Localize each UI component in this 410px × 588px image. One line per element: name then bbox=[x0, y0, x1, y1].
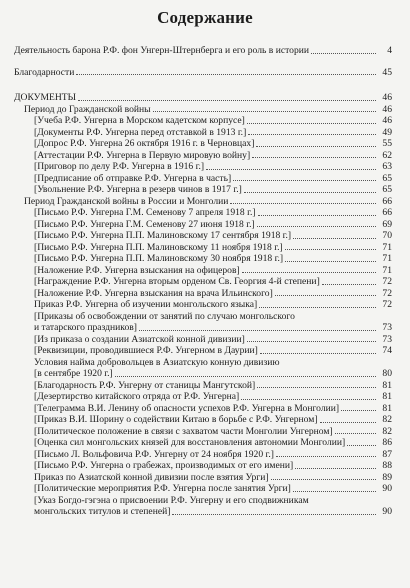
dot-leader bbox=[276, 456, 376, 457]
toc-entry-page: 88 bbox=[382, 460, 392, 471]
toc-entry-page: 73 bbox=[382, 333, 392, 345]
dot-leader bbox=[115, 376, 376, 377]
dot-leader bbox=[241, 399, 376, 400]
toc-entry-label: [Политическое положение в связи с захватом части Монголии Унгерном] bbox=[34, 425, 333, 437]
toc-entry-label: [Политические мероприятия Р.Ф. Унгерна после занятия Урги] bbox=[34, 483, 291, 494]
toc-entry-label: [Документы Р.Ф. Унгерна перед отставкой в 1913 г.] bbox=[34, 126, 247, 138]
toc-entry bbox=[14, 334, 392, 346]
toc-entry-label: Приказ по Азиатской конной дивизии после взятия Урги] bbox=[34, 471, 269, 483]
toc-entry bbox=[14, 437, 392, 449]
toc-entry-page: 63 bbox=[382, 161, 392, 172]
dot-leader bbox=[233, 180, 376, 181]
dot-leader bbox=[347, 445, 376, 446]
table-of-contents bbox=[14, 45, 392, 518]
toc-entry-page: 70 bbox=[382, 230, 392, 241]
toc-entry-label: [Учеба Р.Ф. Унгерна в Морском кадетском корпусе] bbox=[34, 115, 245, 126]
toc-entry-label: [Приказ В.И. Шорину о содействии Китаю в борьбе с Р.Ф. Унгерном] bbox=[34, 414, 318, 425]
toc-entry-page: 62 bbox=[382, 149, 392, 161]
toc-entry-page: 46 bbox=[382, 103, 392, 115]
toc-entry bbox=[14, 403, 392, 415]
toc-entry-label-continued: и татарского праздников] bbox=[34, 322, 137, 333]
dot-leader bbox=[259, 307, 376, 308]
dot-leader bbox=[320, 422, 376, 423]
toc-entry bbox=[14, 311, 392, 334]
toc-entry-page: 82 bbox=[382, 414, 392, 425]
toc-entry-page: 71 bbox=[382, 241, 392, 253]
toc-entry-page: 72 bbox=[382, 299, 392, 310]
toc-entry-label: [Допрос Р.Ф. Унгерна 26 октября 1916 г. в Черновцах] bbox=[34, 138, 255, 149]
toc-entry-label: [Приказы об освобождении от занятий по случаю монгольского bbox=[34, 310, 295, 322]
dot-leader bbox=[247, 341, 376, 342]
dot-leader bbox=[257, 387, 376, 388]
toc-entry bbox=[14, 67, 392, 79]
dot-leader bbox=[206, 169, 376, 170]
toc-entry bbox=[14, 495, 392, 518]
toc-entry-label: [Приговор по делу Р.Ф. Унгерна в 1916 г.] bbox=[34, 161, 205, 172]
toc-entry bbox=[14, 230, 392, 242]
toc-entry-label: Приказ Р.Ф. Унгерна об изучении монгольского языка] bbox=[34, 299, 258, 310]
toc-entry-label: [Аттестации Р.Ф. Унгерна в Первую мировую войну] bbox=[34, 149, 251, 161]
dot-leader bbox=[172, 514, 376, 515]
dot-leader bbox=[256, 146, 376, 147]
toc-entry bbox=[14, 357, 392, 380]
toc-entry-page: 90 bbox=[382, 483, 392, 494]
toc-entry bbox=[14, 161, 392, 173]
toc-entry-page: 46 bbox=[382, 92, 392, 103]
dot-leader bbox=[252, 157, 376, 158]
toc-entry-label: Период Гражданской войны в России и Монголии bbox=[24, 195, 229, 207]
toc-entry bbox=[14, 426, 392, 438]
toc-entry-label: [Письмо Р.Ф. Унгерна П.П. Малиновскому 11 ноября 1918 г.] bbox=[34, 241, 283, 253]
toc-entry-page: 89 bbox=[382, 471, 392, 483]
toc-entry-label: [Письмо Р.Ф. Унгерна П.П. Малиновскому 30 ноября 1918 г.] bbox=[34, 253, 284, 264]
dot-leader bbox=[78, 100, 376, 101]
toc-entry-page: 86 bbox=[382, 437, 392, 448]
toc-entry-label: [Предписание об отправке Р.Ф. Унгерна в часть] bbox=[34, 172, 232, 184]
toc-entry bbox=[14, 449, 392, 461]
dot-leader bbox=[285, 261, 376, 262]
toc-entry bbox=[14, 391, 392, 403]
toc-entry bbox=[14, 184, 392, 196]
dot-leader bbox=[230, 203, 376, 204]
dot-leader bbox=[335, 433, 376, 434]
toc-entry bbox=[14, 276, 392, 288]
toc-entry-label: [Наложение Р.Ф. Унгерна взыскания на офицеров] bbox=[34, 264, 240, 276]
toc-entry-label: Деятельность барона Р.Ф. фон Унгерн-Штернберга и его роль в истории bbox=[14, 45, 310, 56]
toc-entry-label: [Письмо Р.Ф. Унгерна Г.М. Семенову 27 июня 1918 г.] bbox=[34, 218, 255, 230]
toc-entry-label: [Увольнение Р.Ф. Унгерна в резерв чинов в 1917 г.] bbox=[34, 184, 242, 195]
dot-leader bbox=[248, 134, 376, 135]
toc-entry-page: 81 bbox=[382, 379, 392, 391]
dot-leader bbox=[258, 215, 376, 216]
dot-leader bbox=[271, 479, 376, 480]
toc-entry-label: Благодарности bbox=[14, 66, 75, 78]
toc-entry-page: 4 bbox=[387, 45, 392, 56]
dot-leader bbox=[244, 192, 376, 193]
toc-entry-label: [Оценка сил монгольских князей для восстановления автономии Монголии] bbox=[34, 437, 346, 448]
toc-entry bbox=[14, 299, 392, 311]
dot-leader bbox=[293, 491, 376, 492]
toc-entry bbox=[14, 460, 392, 472]
toc-entry-label: [Письмо Р.Ф. Унгерна Г.М. Семенову 7 апреля 1918 г.] bbox=[34, 207, 256, 218]
toc-entry-page: 80 bbox=[382, 368, 392, 379]
toc-entry bbox=[14, 173, 392, 185]
dot-leader bbox=[260, 353, 376, 354]
toc-entry-page: 71 bbox=[382, 264, 392, 276]
toc-entry-label: [Из приказа о создании Азиатской конной дивизии] bbox=[34, 333, 245, 345]
dot-leader bbox=[275, 295, 376, 296]
toc-entry bbox=[14, 288, 392, 300]
toc-entry-label: Условия найма добровольцев в Азиатскую конную дивизию bbox=[34, 356, 280, 368]
toc-entry-label-continued: монгольских титулов и степеней] bbox=[34, 506, 171, 517]
toc-entry bbox=[14, 472, 392, 484]
toc-entry-page: 71 bbox=[382, 253, 392, 264]
dot-leader bbox=[285, 249, 376, 250]
toc-entry-label: [Реквизиции, проводившиеся Р.Ф. Унгерном в Даурии] bbox=[34, 345, 258, 356]
toc-entry bbox=[14, 196, 392, 208]
toc-entry-label-continued: [в сентябре 1920 г.] bbox=[34, 368, 113, 379]
toc-entry bbox=[14, 115, 392, 127]
toc-entry-page: 69 bbox=[382, 218, 392, 230]
toc-entry-label: [Письмо Л. Вольфовича Р.Ф. Унгерну от 24 ноября 1920 г.] bbox=[34, 448, 274, 460]
toc-entry bbox=[14, 414, 392, 426]
toc-entry-page: 74 bbox=[382, 345, 392, 356]
toc-entry bbox=[14, 265, 392, 277]
dot-leader bbox=[76, 74, 376, 75]
dot-leader bbox=[153, 111, 376, 112]
dot-leader bbox=[322, 284, 376, 285]
toc-entry-page: 65 bbox=[382, 172, 392, 184]
toc-entry-label: [Наложение Р.Ф. Унгерна взыскания на врача Ильинского] bbox=[34, 287, 273, 299]
toc-entry-label: [Телеграмма В.И. Ленину об опасности успехов Р.Ф. Унгерна в Монголии] bbox=[34, 402, 340, 414]
toc-entry bbox=[14, 253, 392, 265]
toc-entry-page: 81 bbox=[382, 391, 392, 402]
toc-entry-label: ДОКУМЕНТЫ bbox=[14, 92, 77, 103]
toc-entry-page: 49 bbox=[382, 126, 392, 138]
toc-entry bbox=[14, 219, 392, 231]
dot-leader bbox=[293, 238, 376, 239]
dot-leader bbox=[311, 53, 376, 54]
toc-entry-label: [Указ Богдо-гэгэна о присвоении Р.Ф. Унгерну и его сподвижникам bbox=[34, 494, 309, 506]
page-title: Содержание bbox=[157, 8, 253, 27]
toc-entry-label: [Награждение Р.Ф. Унгерна вторым орденом Св. Георгия 4-й степени] bbox=[34, 276, 320, 287]
toc-entry bbox=[14, 242, 392, 254]
toc-entry-label: [Дезертирство китайского отряда от Р.Ф. Унгерна] bbox=[34, 391, 240, 402]
dot-leader bbox=[295, 468, 376, 469]
toc-entry-page: 73 bbox=[382, 322, 392, 333]
toc-entry-page: 46 bbox=[382, 115, 392, 126]
toc-entry-page: 72 bbox=[382, 287, 392, 299]
toc-entry-page: 55 bbox=[382, 138, 392, 149]
toc-entry bbox=[14, 127, 392, 139]
dot-leader bbox=[247, 123, 376, 124]
toc-entry-label: [Благодарность Р.Ф. Унгерну от станицы Мангутской] bbox=[34, 379, 256, 391]
toc-entry bbox=[14, 345, 392, 357]
toc-entry bbox=[14, 483, 392, 495]
dot-leader bbox=[257, 226, 376, 227]
toc-entry-page: 66 bbox=[382, 207, 392, 218]
toc-entry-page: 87 bbox=[382, 448, 392, 460]
toc-entry bbox=[14, 380, 392, 392]
toc-entry-label: [Письмо Р.Ф. Унгерна о грабежах, производимых от его имени] bbox=[34, 460, 294, 471]
toc-entry-page: 45 bbox=[382, 66, 392, 78]
dot-leader bbox=[341, 410, 376, 411]
toc-entry bbox=[14, 150, 392, 162]
toc-entry-page: 66 bbox=[382, 195, 392, 207]
toc-entry bbox=[14, 45, 392, 57]
toc-entry-label: [Письмо Р.Ф. Унгерна П.П. Малиновскому 17 сентября 1918 г.] bbox=[34, 230, 292, 241]
toc-entry bbox=[14, 207, 392, 219]
toc-entry bbox=[14, 104, 392, 116]
toc-entry-page: 72 bbox=[382, 276, 392, 287]
toc-entry-label: Период до Гражданской войны bbox=[24, 103, 151, 115]
toc-entry-page: 82 bbox=[382, 425, 392, 437]
dot-leader bbox=[242, 272, 376, 273]
toc-entry-page: 90 bbox=[382, 506, 392, 517]
dot-leader bbox=[139, 330, 376, 331]
toc-entry bbox=[14, 92, 392, 104]
toc-entry-page: 81 bbox=[382, 402, 392, 414]
toc-entry bbox=[14, 138, 392, 150]
toc-entry-page: 65 bbox=[382, 184, 392, 195]
